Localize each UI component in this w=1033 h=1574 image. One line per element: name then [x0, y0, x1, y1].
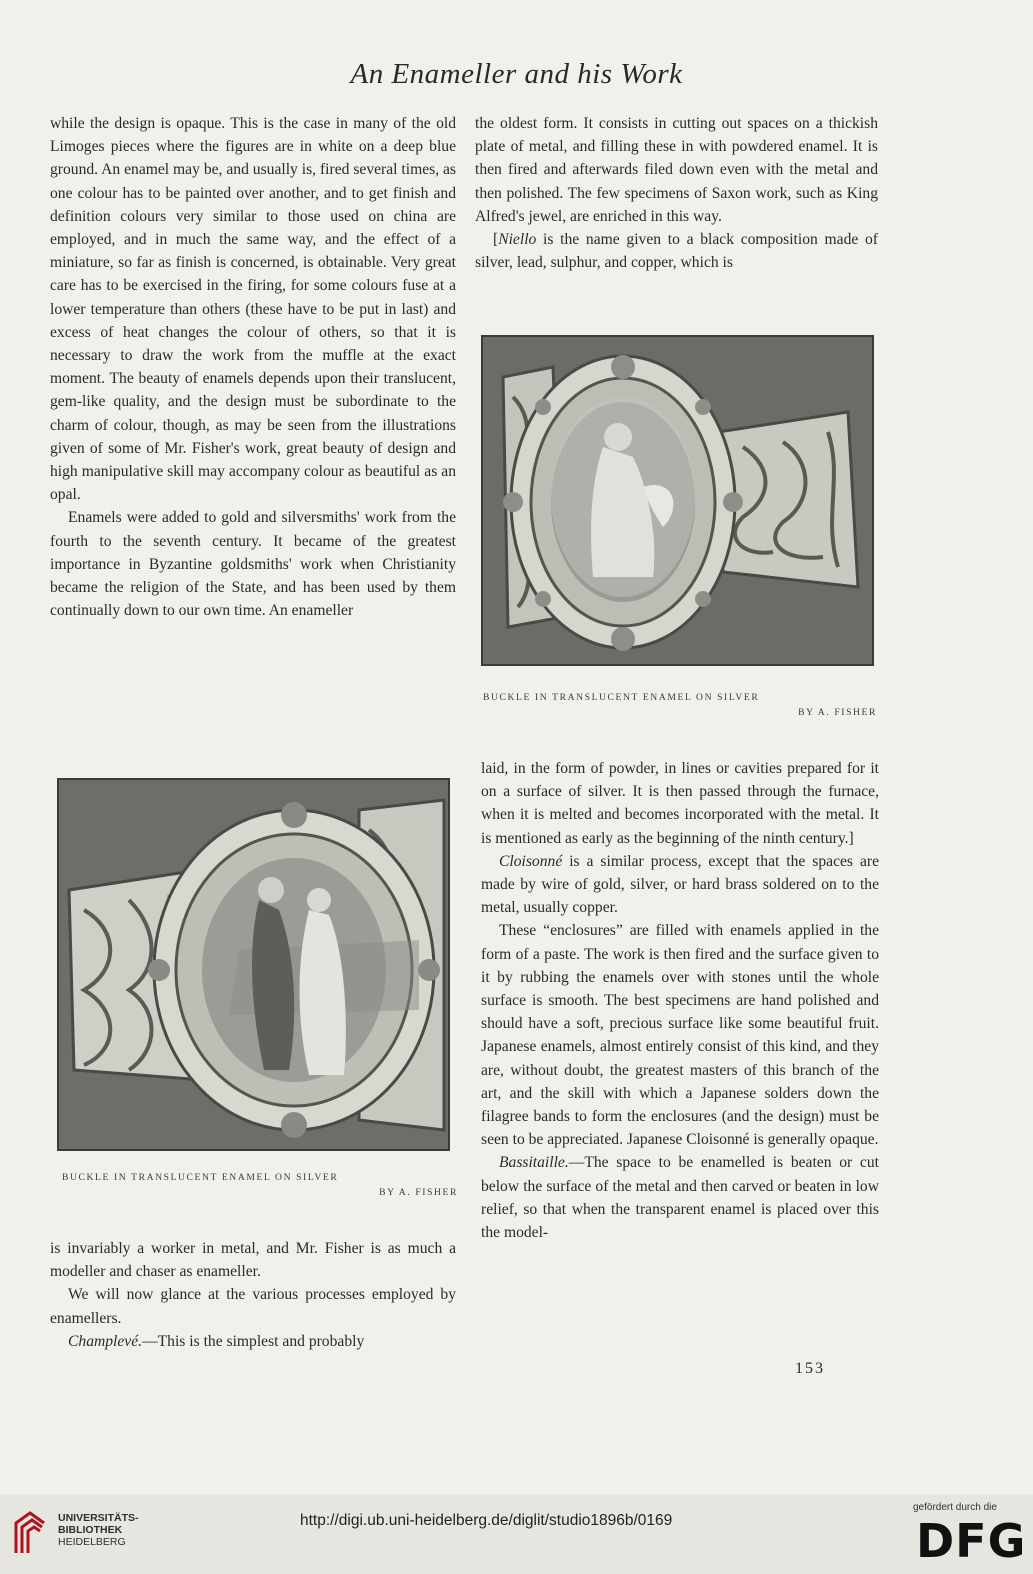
paragraph: laid, in the form of powder, in lines or cavities prepared for it on a surface of silver. It is then passed through the furnace, when it is melted and becomes incorporated with the metal. It is mentioned as early as the beginning of the ninth century.]: [481, 760, 879, 847]
library-line: HEIDELBERG: [58, 1536, 126, 1548]
sponsor-text: gefördert durch die: [913, 1502, 997, 1513]
term-bassitaille: Bassitaille.: [499, 1154, 569, 1172]
source-url[interactable]: http://digi.ub.uni-heidelberg.de/diglit/studio1896b/0169: [300, 1512, 673, 1529]
left-column-top: [50, 112, 456, 622]
dfg-logo: DFG: [916, 1514, 1027, 1568]
paragraph: Enamels were added to gold and silversmiths' work from the fourth to the seventh century. It became of the greatest importance in Byzantine goldsmiths' work when Christianity became the religion of the State, and has been used by them continually down to our own time. An enameller: [50, 509, 456, 620]
paragraph-champleve: [50, 1330, 456, 1353]
caption-right: [483, 692, 877, 718]
paragraph: is invariably a worker in metal, and Mr. Fisher is as much a modeller and chaser as enameller.: [50, 1240, 456, 1281]
paragraph: These “enclosures” are filled with enamels applied in the form of a paste. The work is then fired and the surface given to it by rubbing the enamels over with stones until the whole surface is smooth. The best specimens are hand polished and should have a soft, precious surface like some beautiful fruit. Japanese enamels, almost entirely consist of this kind, and they are, without doubt, the greatest masters of this branch of the art, and the skill with which a Japanese solders down the filagree bands to form the enclosures (and the design) must be seen to be appreciated. Japanese Cloisonné is generally opaque.: [481, 922, 879, 1149]
bracket: [: [493, 231, 499, 249]
page-number: 153: [795, 1360, 825, 1377]
paragraph-bassitaille: [481, 1151, 879, 1244]
paragraph-text: is a similar process, except that the spaces are made by wire of gold, silver, or hard brass soldered on to the metal, usually copper.: [481, 852, 879, 917]
paragraph: while the design is opaque. This is the case in many of the old Limoges pieces where the figures are in white on a deep blue ground. An enamel may be, and usually is, fired several times, as one colour has to be painted over another, and to get finish and definition colours very similar to those used on china are employed, and in much the same way, and the effect of a miniature, so far as finish is concerned, is obtainable. Very great care has to be exercised in the firing, for some colours fuse at a lower temperature than others (these have to be put in last) and excess of heat changes the colour of others, so that it is necessary to draw the work from the muffle at the exact moment. The beauty of enamels depends upon their translucent, gem-like quality, and the design must be subordinate to the charm of colour, though, as may be seen from the illustrations given of some of Mr. Fisher's work, great beauty of design and high manipulative skill may accompany colour as beautiful as an opal.: [50, 115, 456, 504]
paragraph-text: is the name given to a black composition made of silver, lead, sulphur, and copper, which is: [475, 231, 878, 272]
caption-credit: BY A. FISHER: [798, 707, 877, 718]
library-name: [58, 1512, 139, 1548]
buckle-illustration-left: [57, 778, 450, 1151]
left-column-bottom: [50, 1237, 456, 1353]
paragraph-cloisonne: [481, 850, 879, 920]
caption-title: BUCKLE IN TRANSLUCENT ENAMEL ON SILVER: [62, 1172, 339, 1183]
caption-left: [62, 1172, 458, 1198]
caption-title: BUCKLE IN TRANSLUCENT ENAMEL ON SILVER: [483, 692, 760, 703]
buckle-image: [483, 337, 872, 664]
paragraph-text: —The space to be enamelled is beaten or cut below the surface of the metal and then carved or beaten in low relief, so that when the transparent enamel is placed over this the model-: [481, 1154, 879, 1242]
digitization-footer: [0, 1494, 1033, 1574]
library-logo-icon: [10, 1509, 48, 1557]
term-niello: Niello: [498, 231, 537, 249]
right-column-top: [475, 112, 878, 274]
right-column-bottom: [481, 757, 879, 1244]
paragraph: We will now glance at the various processes employed by enamellers.: [50, 1286, 456, 1327]
library-line: UNIVERSITÄTS-: [58, 1512, 139, 1524]
buckle-illustration-right: [481, 335, 874, 666]
library-line: BIBLIOTHEK: [58, 1524, 123, 1536]
paragraph-text: —This is the simplest and probably: [142, 1332, 365, 1350]
term-champleve: Champlevé.: [68, 1332, 143, 1350]
paragraph: the oldest form. It consists in cutting out spaces on a thickish plate of metal, and filling these in with powdered enamel. It is then fired and afterwards filed down even with the metal and then polished. The few specimens of Saxon work, such as King Alfred's jewel, are enriched in this way.: [475, 115, 878, 225]
caption-credit: BY A. FISHER: [379, 1187, 458, 1198]
term-cloisonne: Cloisonné: [499, 852, 563, 870]
buckle-image: [59, 780, 448, 1149]
running-title: An Enameller and his Work: [350, 58, 683, 90]
paragraph-niello: [475, 228, 878, 274]
